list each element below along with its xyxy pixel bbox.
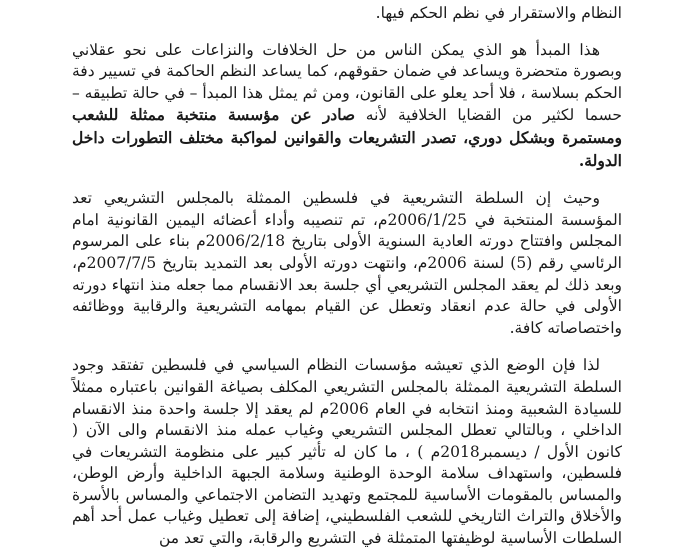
paragraph-0-text: النظام والاستقرار في نظم الحكم فيها. <box>375 4 622 22</box>
paragraph-1-text: هذا المبدأ هو الذي يمكن الناس من حل الخلافات والنزاعات على نحو عقلاني وبصورة متحضرة ويساعد في ضمان حقوقهم، كما يساعد النظم الحاكمة في تسيير دفة الحكم بسلاسة ، فلا أحد يعلو على القانون، ومن ثم يمثل هذا المبدأ – في حالة تطبيقه – حسما لكثير من القضايا الخلافية لأنه <box>72 40 622 125</box>
paragraph-2-text: وحيث إن السلطة التشريعية في فلسطين الممثلة بالمجلس التشريعي تعد المؤسسة المنتخبة في 2006/1/25م، تم تنصيبه وأداء أعضائه اليمين القانونية امام المجلس وافتتاح دورته العادية السنوية الأولى بتاريخ 2006/2/18م بناء على المرسوم الرئاسي رقم (5) لسنة 2006م، وانتهت دورته الأولى بعد التمديد بتاريخ 2007/7/5م، وبعد ذلك لم يعقد المجلس التشريعي أي جلسة بعد الانقسام مما جعله منذ انتهاء دورته الأولى في حالة عدم انعقاد وتعطل عن القيام بمهامه التشريعية والرقابية ووظائفه واختصاصاته كافة. <box>72 189 623 337</box>
paragraph-3 <box>72 355 622 549</box>
document-page <box>0 3 700 548</box>
paragraph-0 <box>72 3 622 25</box>
paragraph-1 <box>72 40 622 173</box>
paragraph-2 <box>72 188 622 339</box>
paragraph-1-bold-text: صادر عن مؤسسة منتخبة ممثلة للشعب ومستمرة وبشكل دوري، تصدر التشريعات والقوانين لمواكبة مختلف التطورات داخل الدولة. <box>72 105 622 170</box>
paragraph-3-text: لذا فإن الوضع الذي تعيشه مؤسسات النظام السياسي في فلسطين تفتقد وجود السلطة التشريعية الممثلة بالمجلس التشريعي المكلف بصياغة القوانين باعتباره ممثلاً للسيادة الشعبية ومنذ انتخابه في العام 2006م لم يعقد إلا جلسة واحدة منذ الانقسام الداخلي ، وبالتالي تعطل المجلس التشريعي وغياب عمله منذ الانقسام والى الآن ( كانون الأول / ديسمبر2018م ) ، ما كان له تأثير كبير على منظومة التشريعات في فلسطين، واستهداف سلامة الوحدة الوطنية وسلامة الجبهة الداخلية وأرض الوطن، والمساس بالمقومات الأساسية للمجتمع وتهديد التضامن الاجتماعي والمساس بالأسرة والأخلاق والتراث التاريخي للشعب الفلسطيني، إضافة إلى تعطيل وغياب عمل أحد أهم السلطات الأساسية لوظيفتها المتمثلة في التشريع والرقابة، والتي تعد من <box>72 356 623 548</box>
